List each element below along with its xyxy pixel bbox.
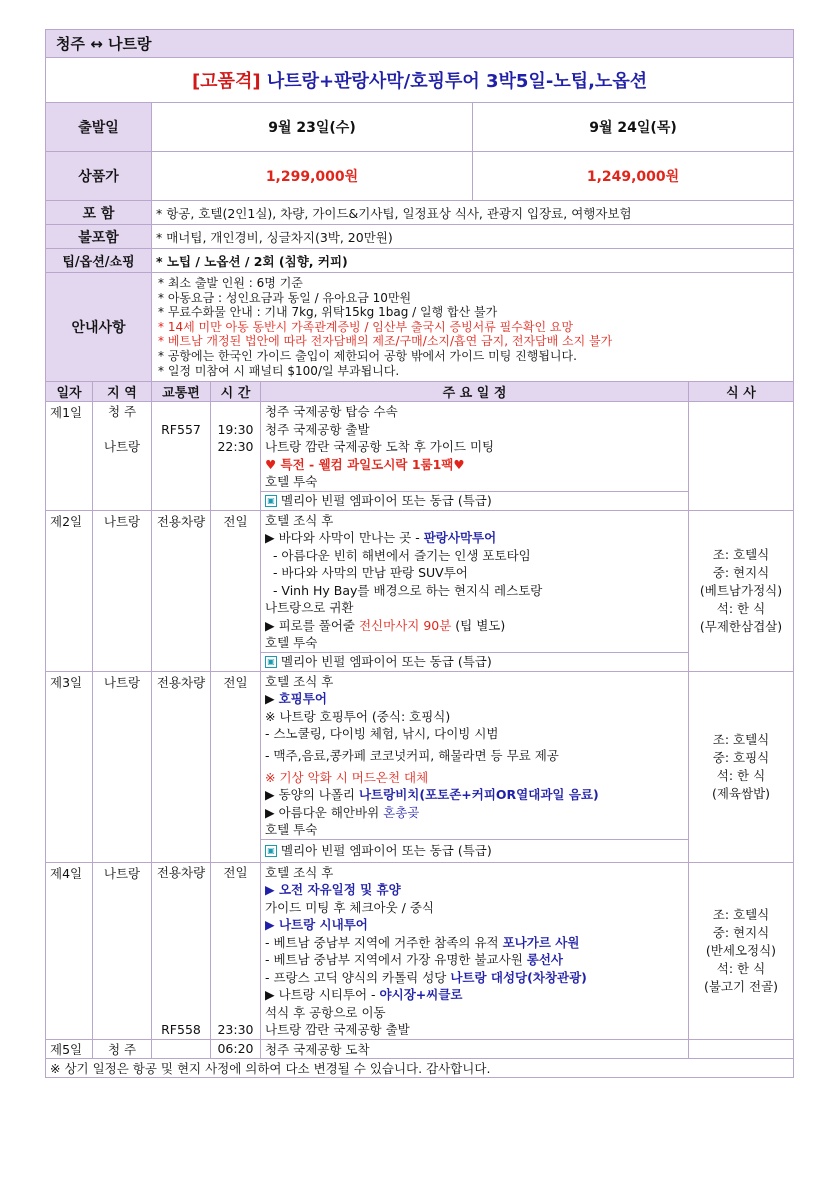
time: 19:30: [217, 421, 254, 437]
included-label: 포 함: [46, 201, 152, 225]
hotel-icon: ▣: [265, 845, 277, 857]
plan-line: - 프랑스 고딕 양식의 카톨릭 성당 나트랑 대성당(차창관광): [265, 969, 587, 985]
notice-label: 안내사항: [46, 273, 152, 382]
plan-line: ※ 기상 악화 시 머드온천 대체: [265, 769, 429, 785]
notice-line: * 무료수화물 안내 : 기내 7kg, 위탁15kg 1bag / 일행 합산 불가: [158, 305, 498, 320]
day-1-transport: [152, 402, 211, 511]
plan-line: - 맥주,음료,콩카페 코코넛커피, 해물라면 등 무료 제공: [265, 747, 559, 763]
price-label: 상품가: [46, 152, 152, 201]
hotel-name: 멜리아 빈펄 엠파이어 또는 동급 (특급): [281, 653, 492, 669]
hotel-line: [261, 652, 688, 671]
region: 청 주: [107, 404, 137, 420]
day-4-plan: [261, 862, 689, 1039]
plan-line: - 베트남 중남부 지역에 거주한 참족의 유적 포나가르 사원: [265, 934, 580, 950]
hotel-icon: ▣: [265, 656, 277, 668]
day-1-plan: [261, 402, 689, 511]
day-3-meal: 조: 호텔식 중: 호핑식 석: 한 식 (제육쌈밥): [689, 671, 794, 862]
footer-note: ※ 상기 일정은 항공 및 현지 사정에 의하여 다소 변경될 수 있습니다. 감사합니다.: [46, 1058, 794, 1077]
plan-line: 호텔 조식 후: [265, 864, 334, 880]
day-2-region: 나트랑: [93, 510, 152, 671]
day-4-meal: 조: 호텔식 중: 현지식 (반세오정식) 석: 한 식 (불고기 전골): [689, 862, 794, 1039]
day-5-row: [46, 1039, 794, 1058]
plan-line: 호텔 투숙: [265, 822, 318, 838]
day-3-transport: 전용차량: [152, 671, 211, 862]
plan-line: - 스노쿨링, 다이빙 체험, 낚시, 다이빙 시범: [265, 726, 499, 742]
notice-line: * 일정 미참여 시 패널티 $100/일 부과됩니다.: [158, 363, 400, 378]
day-1-label: 제1일: [46, 402, 93, 511]
plan-line: - 베트남 중남부 지역에서 가장 유명한 불교사원 롱선사: [265, 952, 563, 968]
included-text: * 항공, 호텔(2인1실), 차량, 가이드&기사팁, 일정표상 식사, 관광지 입장료, 여행자보험: [152, 201, 794, 225]
col-day: 일자: [46, 382, 93, 402]
plan-line: 석식 후 공항으로 이동: [265, 1004, 386, 1020]
flight: RF558: [161, 1022, 201, 1038]
price-2: 1,249,000원: [473, 152, 794, 201]
day-5-region: 청 주: [93, 1039, 152, 1058]
tips-label: 팁/옵션/쇼핑: [46, 249, 152, 273]
day-2-time: 전일: [211, 510, 261, 671]
plan-line: 가이드 미팅 후 체크아웃 / 중식: [265, 899, 434, 915]
title-main: 나트랑+판랑사막/호핑투어 3박5일-노팁,노옵션: [260, 71, 648, 92]
col-transport: 교통편: [152, 382, 211, 402]
day-2-transport: 전용차량: [152, 510, 211, 671]
day-3-plan: [261, 671, 689, 862]
hotel-name: 멜리아 빈펄 엠파이어 또는 동급 (특급): [281, 842, 492, 858]
plan-line: ▶ 바다와 사막이 만나는 곳 - 판랑사막투어: [265, 530, 497, 546]
day-5-time: 06:20: [211, 1039, 261, 1058]
departure-date-2: 9월 24일(목): [473, 103, 794, 152]
region: 나트랑: [103, 439, 141, 455]
product-title: [46, 58, 794, 103]
notice-line: * 14세 미만 아동 동반시 가족관계증빙 / 임산부 출국시 증빙서류 필수확인 요망: [158, 319, 574, 334]
day-4-time: 전일 23:30: [211, 862, 261, 1039]
plan-line: 청주 국제공항 출발: [265, 421, 370, 437]
excluded-label: 불포함: [46, 225, 152, 249]
day-3-label: 제3일: [46, 671, 93, 862]
plan-line: ▶ 피로를 풀어줄 전신마사지 90분 (팁 별도): [265, 617, 506, 633]
col-meal: 식 사: [689, 382, 794, 402]
plan-line: ▶ 오전 자유일정 및 휴양: [265, 882, 401, 898]
hotel-icon: ▣: [265, 495, 277, 507]
plan-line: - Vinh Hy Bay를 배경으로 하는 현지식 레스토랑: [265, 582, 543, 598]
tips-text: * 노팁 / 노옵션 / 2회 (침향, 커피): [152, 249, 794, 273]
day-1-region: [93, 402, 152, 511]
day-1-row: [46, 402, 794, 511]
day-2-label: 제2일: [46, 510, 93, 671]
plan-line: ♥ 특전 - 웰컴 과일도시락 1룸1팩♥: [265, 456, 465, 472]
hotel-line: [261, 839, 688, 862]
day-5-plan: 청주 국제공항 도착: [261, 1039, 689, 1058]
plan-line: - 아름다운 빈히 해변에서 즐기는 인생 포토타임: [265, 547, 531, 563]
plan-line: ▶ 나트랑 시내투어: [265, 917, 368, 933]
plan-line: ▶ 호핑투어: [265, 691, 327, 707]
plan-line: 호텔 투숙: [265, 474, 318, 490]
notice-text: [152, 273, 794, 382]
day-3-row: [46, 671, 794, 862]
route-header: 청주 ↔ 나트랑: [46, 30, 794, 58]
plan-line: 나트랑 깜란 국제공항 도착 후 가이드 미팅: [265, 439, 495, 455]
notice-line: * 최소 출발 인원 : 6명 기준: [158, 276, 303, 290]
col-time: 시 간: [211, 382, 261, 402]
day-3-time: 전일: [211, 671, 261, 862]
day-5-meal: [689, 1039, 794, 1058]
notice-line: * 아동요금 : 성인요금과 동일 / 유아요금 10만원: [158, 290, 412, 305]
day-2-plan: [261, 510, 689, 671]
time: 23:30: [217, 1022, 254, 1038]
title-grade: [고품격]: [191, 71, 261, 92]
plan-line: ▶ 동양의 나폴리 나트랑비치(포토존+커피OR열대과일 음료): [265, 787, 599, 803]
plan-line: 호텔 조식 후: [265, 673, 334, 689]
day-5-transport: [152, 1039, 211, 1058]
day-4-row: [46, 862, 794, 1039]
day-2-meal: 조: 호텔식 중: 현지식 (베트남가정식) 석: 한 식 (무제한삼겹살): [689, 510, 794, 671]
price-1: 1,299,000원: [152, 152, 473, 201]
notice-line: * 공항에는 한국인 가이드 출입이 제한되어 공항 밖에서 가이드 미팅 진행됩니다.: [158, 348, 577, 363]
hotel-line: [261, 491, 688, 510]
day-1-time: [211, 402, 261, 511]
plan-line: ▶ 나트랑 시티투어 - 야시장+씨클로: [265, 987, 463, 1003]
hotel-name: 멜리아 빈펄 엠파이어 또는 동급 (특급): [281, 492, 492, 508]
plan-line: ▶ 아름다운 해안바위 혼총곶: [265, 804, 420, 820]
plan-line: ※ 나트랑 호핑투어 (중식: 호핑식): [265, 708, 451, 724]
notice-line: * 베트남 개정된 법안에 따라 전자담배의 제조/구매/소지/흡연 금지, 전자담배 소지 불가: [158, 334, 613, 349]
itinerary-document: [45, 29, 793, 1078]
plan-line: - 바다와 사막의 만남 판랑 SUV투어: [265, 565, 468, 581]
excluded-text: * 매너팁, 개인경비, 싱글차지(3박, 20만원): [152, 225, 794, 249]
day-4-label: 제4일: [46, 862, 93, 1039]
day-5-label: 제5일: [46, 1039, 93, 1058]
plan-line: 청주 국제공항 탑승 수속: [265, 404, 398, 420]
col-plan: 주 요 일 정: [261, 382, 689, 402]
schedule-table: [45, 381, 794, 1078]
flight: RF557: [161, 421, 201, 437]
day-3-region: 나트랑: [93, 671, 152, 862]
plan-line: 호텔 조식 후: [265, 512, 334, 528]
plan-line: 나트랑으로 귀환: [265, 600, 354, 616]
summary-table: [45, 29, 794, 382]
plan-line: 나트랑 깜란 국제공항 출발: [265, 1022, 410, 1038]
day-4-region: 나트랑: [93, 862, 152, 1039]
col-region: 지 역: [93, 382, 152, 402]
time: 22:30: [217, 439, 254, 455]
departure-label: 출발일: [46, 103, 152, 152]
departure-date-1: 9월 23일(수): [152, 103, 473, 152]
day-4-transport: 전용차량 RF558: [152, 862, 211, 1039]
day-1-meal: [689, 402, 794, 511]
plan-line: 호텔 투숙: [265, 635, 318, 651]
day-2-row: [46, 510, 794, 671]
